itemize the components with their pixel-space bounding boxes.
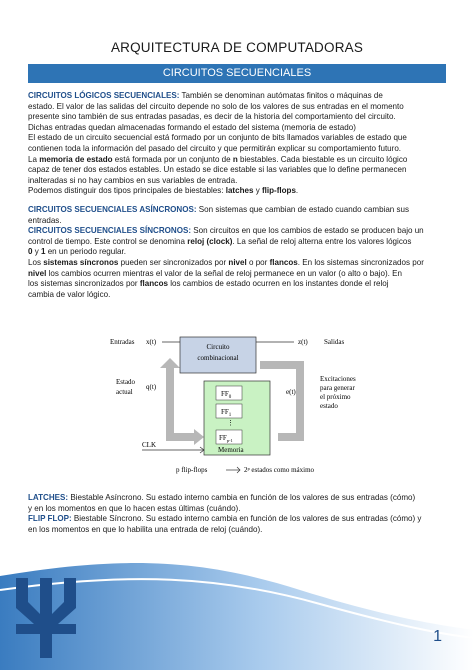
xt-label: x(t) xyxy=(146,338,157,346)
outputs-label: Salidas xyxy=(324,338,345,346)
state-label: actual xyxy=(116,388,133,396)
section-heading: LATCHES: xyxy=(28,493,69,502)
comb-label: combinacional xyxy=(197,354,239,362)
excitation-label: el próximo xyxy=(320,393,351,401)
comb-label: Circuito xyxy=(206,343,230,351)
p-flipflops-label: p flip-flops xyxy=(176,466,208,474)
ffp-label: $FF_{p-1}$ xyxy=(219,434,233,443)
paragraph: CIRCUITOS SECUENCIALES ASÍNCRONOS: Son sistemas que cambian de estado cuando cambian sus xyxy=(28,204,410,214)
sequential-circuit-diagram xyxy=(108,333,370,483)
paragraph: FLIP FLOP: Biestable Síncrono. Su estado interno cambia en función de los valores de sus entradas (cómo) y xyxy=(28,514,422,524)
page-number: 1 xyxy=(433,628,442,645)
paragraph: CIRCUITOS SECUENCIALES SÍNCRONOS: Son circuitos en que los cambios de estado se producen bajo un xyxy=(28,226,424,236)
memory-label: Memoria xyxy=(218,446,244,454)
clk-label: CLK xyxy=(142,441,156,449)
section-heading: CIRCUITOS LÓGICOS SECUENCIALES: xyxy=(28,91,180,100)
ff1-label: $FF_1$ xyxy=(221,408,232,418)
max-states-label: 2ᵖ estados como máximo xyxy=(244,466,315,474)
ff0-label: $FF_0$ xyxy=(221,390,232,400)
main-text: CIRCUITOS LÓGICOS SECUENCIALES: También se denominan autómatas finitos o máquinas de estado. El valor de las salidas del circuito depende no solo de los valores de sus entradas en el momento presente sino también de sus entradas pasadas, es decir de la historia del comportamiento del circuito. Dichas entradas quedan almacenadas formando el estado del sistema (memoria de estado) El estado de un circuito secuencial está formado por un conjunto de bits llamados variables de estado que contienen toda la información del pasado del circuito y que permitirán explicar su comportamiento futuro. La memoria de estado está formada por un conjunto de n biestables. Cada biestable es un circuito lógico capaz de tener dos estados estables. Un estado se dice estable si las variables que lo define permanecen inalteradas si no hay cambios en sus variables de entrada. Podemos distinguir dos tipos principales de biestables: latches y flip-flops. CIRCUITOS SECUENCIALES ASÍNCRONOS: Son sistemas que cambian de estado cuando cambian sus entradas. CIRCUITOS SECUENCIALES SÍNCRONOS: Son circuitos en que los cambios de estado se producen bajo un control de tiempo. Este control se denomina reloj (clock). La señal de reloj alterna entre los valores lógicos 0 y 1 en un periodo regular. Los sistemas síncronos pueden ser sincronizados por nivel o por flancos. En los sistemas sincronizados por nivel los cambios ocurren mientras el valor de la señal de reloj permanece en un valor (o alto o bajo). En los sistemas sincronizados por flancos los cambios de estado ocurren en los instantes donde el reloj cambia de valor lógico. xyxy=(28,91,446,300)
excitation-label: para generar xyxy=(320,384,355,392)
excitation-label: estado xyxy=(320,402,338,410)
paragraph: CIRCUITOS LÓGICOS SECUENCIALES: También se denominan autómatas finitos o máquinas de xyxy=(28,91,383,100)
inputs-label: Entradas xyxy=(110,338,135,346)
document-title: ARQUITECTURA DE COMPUTADORAS xyxy=(110,40,364,55)
section-heading: CIRCUITOS SECUENCIALES SÍNCRONOS: xyxy=(28,226,192,236)
excitation-label: Excitaciones xyxy=(320,375,356,383)
paragraph: La memoria de estado está formada por un conjunto de n biestables. Cada biestable es un circuito lógico xyxy=(28,154,408,164)
definitions-text: LATCHES: Biestable Asíncrono. Su estado interno cambia en función de los valores de sus entradas (cómo) y en los momentos en que lo hacen estas últimas (cuándo). FLIP FLOP: Biestable Síncrono. Su estado interno cambia en función de los valores de sus entradas (cómo) y en los momentos en que lo habilita una entrada de reloj (cuándo). xyxy=(28,493,446,535)
dots-label: ⋮ xyxy=(227,419,234,427)
state-label: Estado xyxy=(116,378,136,386)
section-heading: CIRCUITOS SECUENCIALES ASÍNCRONOS: xyxy=(28,204,197,214)
utn-logo xyxy=(10,576,82,660)
paragraph: Podemos distinguir dos tipos principales de biestables: latches y flip-flops. xyxy=(28,186,299,196)
qt-label: q(t) xyxy=(146,383,157,391)
et-label: e(t) xyxy=(286,388,296,396)
paragraph: LATCHES: Biestable Asíncrono. Su estado interno cambia en función de los valores de sus entradas (cómo) xyxy=(28,493,416,502)
section-banner: CIRCUITOS SECUENCIALES xyxy=(28,64,446,83)
section-heading: FLIP FLOP: xyxy=(28,514,72,524)
zt-label: z(t) xyxy=(298,338,308,346)
